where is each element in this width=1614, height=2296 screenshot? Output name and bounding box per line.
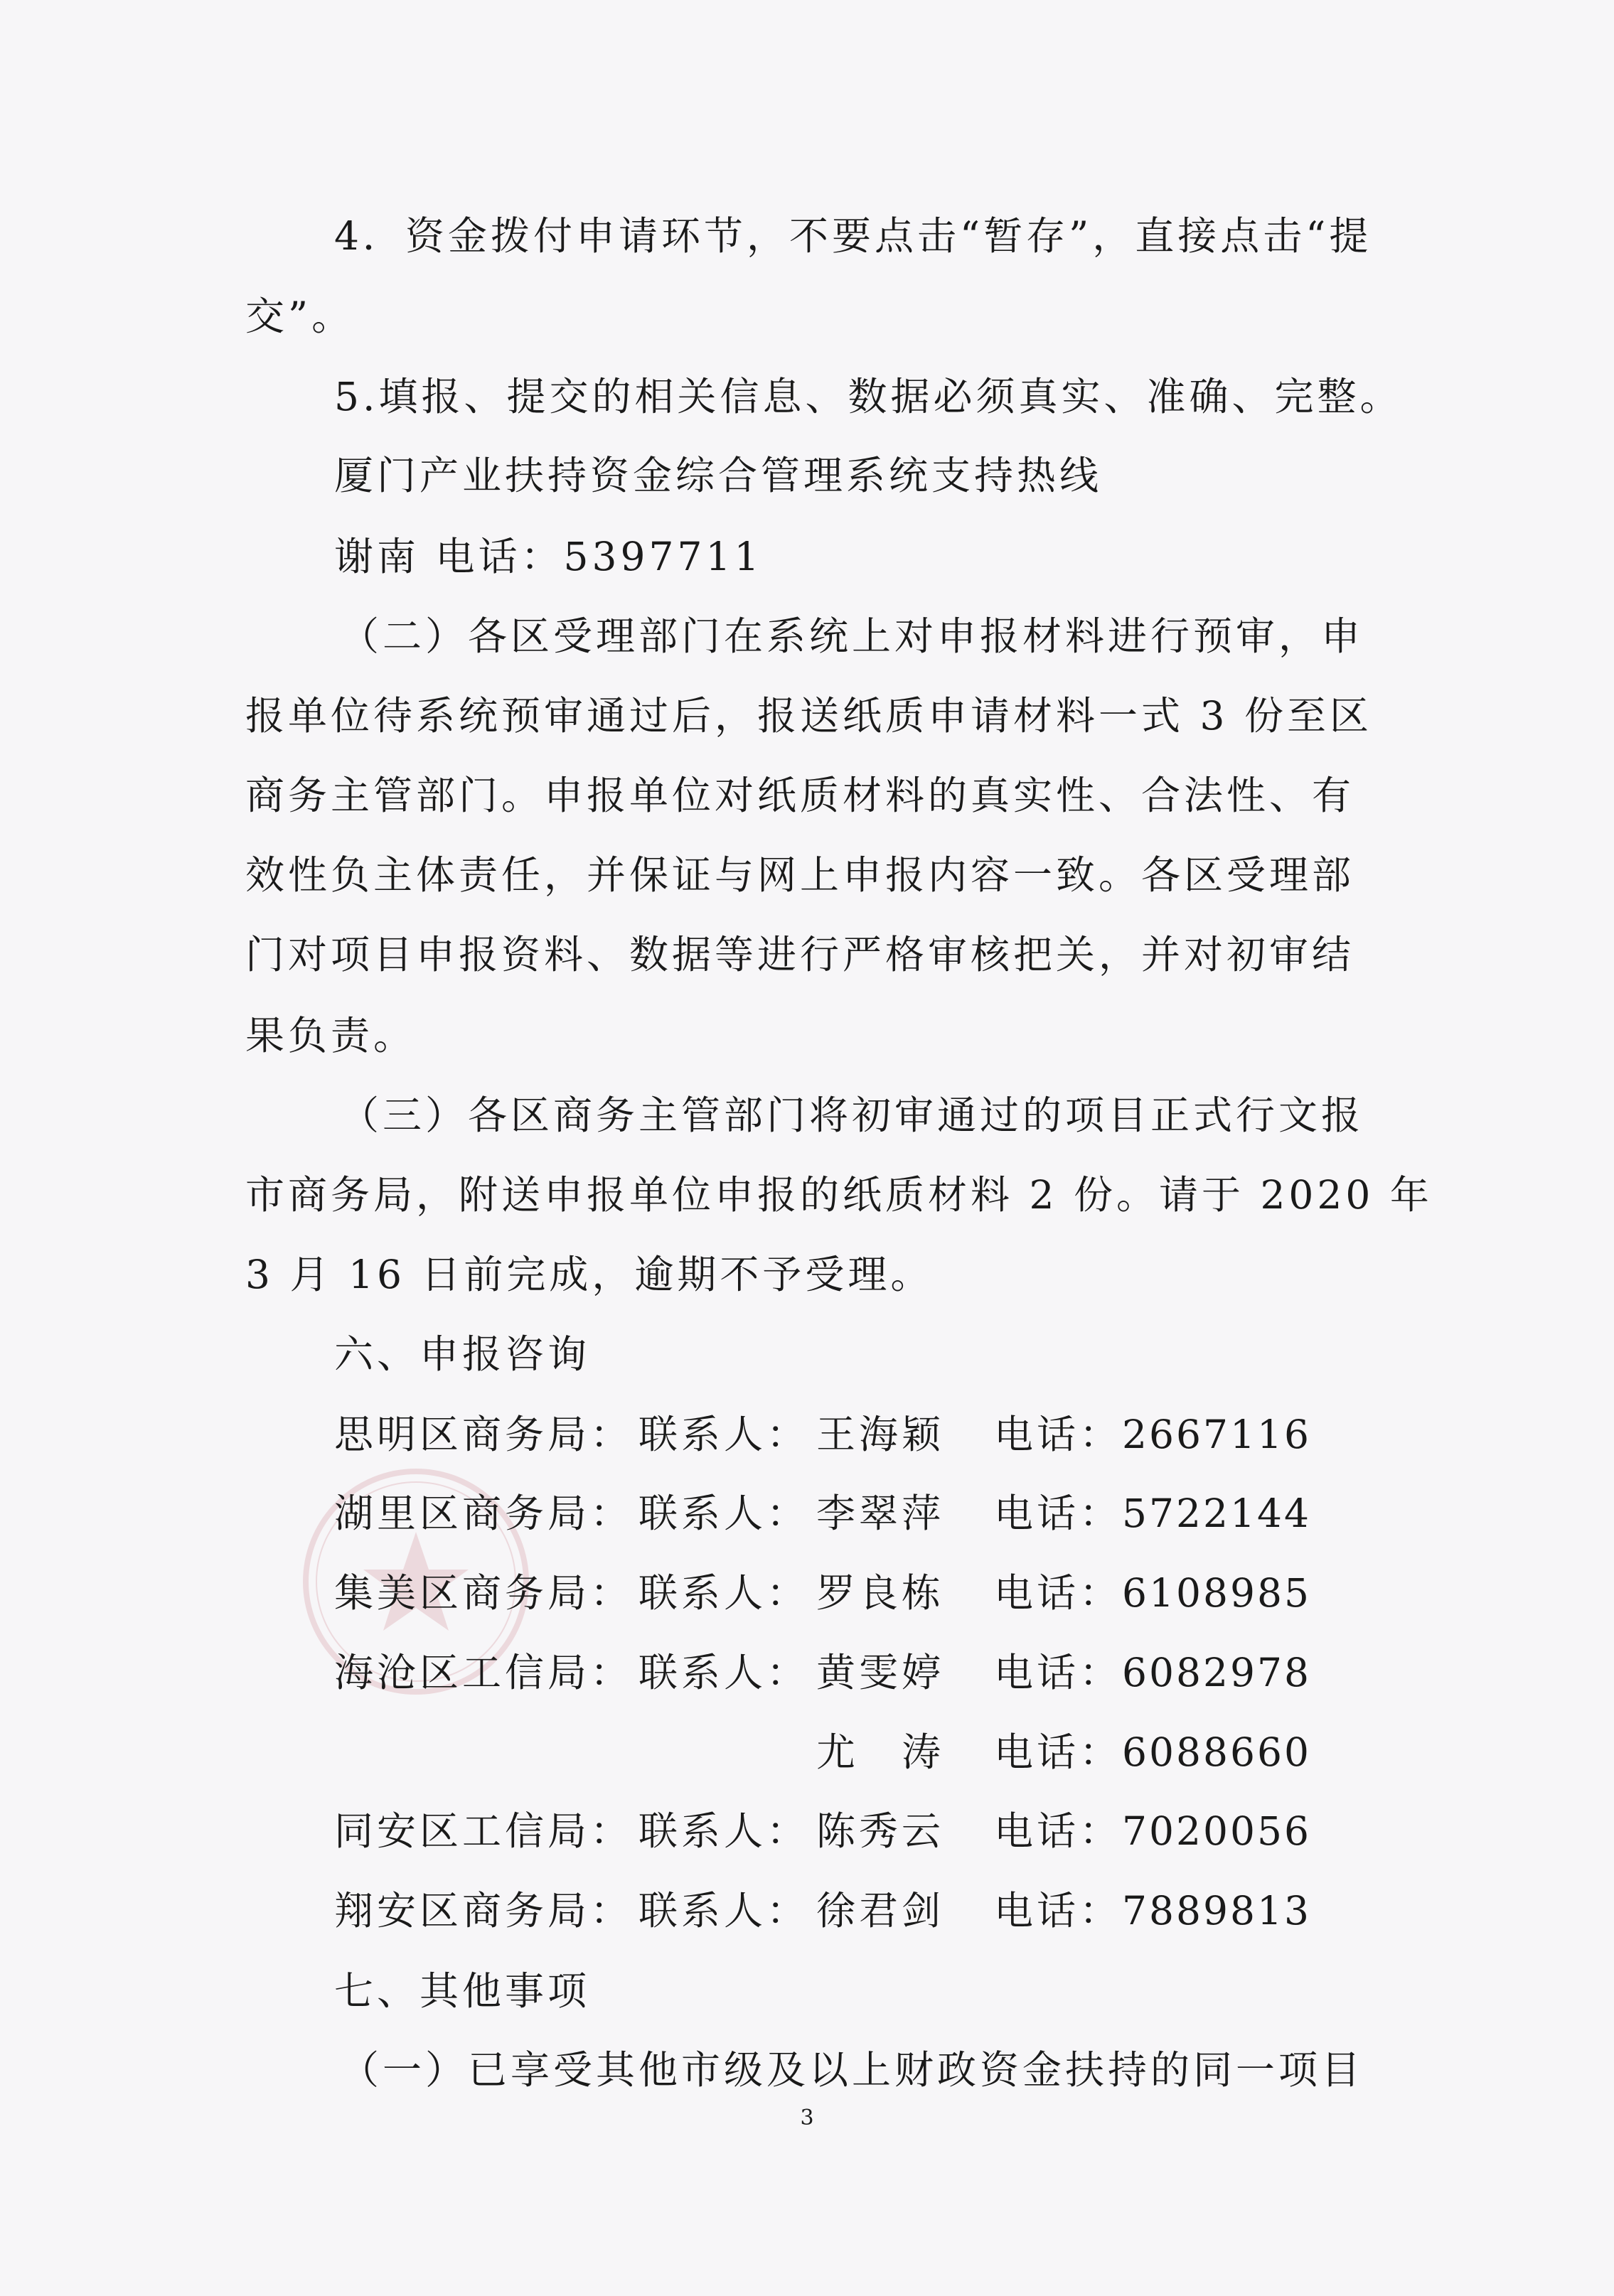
phone-label: 电话： xyxy=(994,1729,1123,1775)
phone-number: 5722144 xyxy=(1122,1491,1311,1536)
section-7-line-1: （一）已享受其他市级及以上财政资金扶持的同一项目 xyxy=(340,2047,1364,2093)
contact-office: 翔安区商务局： xyxy=(334,1888,634,1933)
contact-office: 同安区工信局： xyxy=(334,1808,634,1854)
phone-label: 电话： xyxy=(994,1412,1123,1457)
section-2-line-5: 门对项目申报资料、数据等进行严格审核把关，并对初审结 xyxy=(245,932,1355,977)
contact-label: 联系人： xyxy=(638,1491,810,1536)
section-2-line-1: （二）各区受理部门在系统上对申报材料进行预审，申 xyxy=(340,613,1364,659)
contact-name: 尤 涛 xyxy=(816,1729,945,1775)
section-7-heading: 七、其他事项 xyxy=(334,1968,591,2014)
contact-office: 集美区商务局： xyxy=(334,1570,634,1616)
contact-label: 联系人： xyxy=(638,1650,810,1695)
contact-label: 联系人： xyxy=(638,1570,810,1616)
contact-name: 徐君剑 xyxy=(816,1888,945,1933)
phone-number: 7889813 xyxy=(1122,1888,1311,1933)
phone-number: 6088660 xyxy=(1122,1729,1311,1775)
phone-label: 电话： xyxy=(994,1491,1123,1536)
phone-label: 电话： xyxy=(994,1808,1123,1854)
contact-name: 王海颖 xyxy=(816,1412,945,1457)
contact-office: 思明区商务局： xyxy=(334,1412,634,1457)
paragraph-5: 5.填报、提交的相关信息、数据必须真实、准确、完整。 xyxy=(334,374,1403,419)
phone-label: 电话： xyxy=(994,1570,1123,1616)
paragraph-4-line-2: 交”。 xyxy=(245,294,355,339)
section-6-heading: 六、申报咨询 xyxy=(334,1331,591,1377)
contact-label: 联系人： xyxy=(638,1808,810,1854)
section-3-line-1: （三）各区商务主管部门将初审通过的项目正式行文报 xyxy=(340,1093,1364,1138)
contact-name: 罗良栋 xyxy=(816,1570,945,1616)
phone-number: 7020056 xyxy=(1122,1808,1311,1854)
phone-label: 电话： xyxy=(994,1650,1123,1695)
section-2-line-2: 报单位待系统预审通过后，报送纸质申请材料一式 3 份至区 xyxy=(245,693,1372,739)
contact-name: 陈秀云 xyxy=(816,1808,945,1854)
section-2-line-6: 果负责。 xyxy=(245,1013,417,1058)
contact-office: 湖里区商务局： xyxy=(334,1491,634,1536)
contact-label: 联系人： xyxy=(638,1888,810,1933)
phone-number: 6082978 xyxy=(1122,1650,1311,1695)
section-2-line-4: 效性负主体责任，并保证与网上申报内容一致。各区受理部 xyxy=(245,852,1355,898)
hotline-title: 厦门产业扶持资金综合管理系统支持热线 xyxy=(334,453,1103,498)
contact-office: 海沧区工信局： xyxy=(334,1650,634,1695)
phone-number: 6108985 xyxy=(1122,1570,1311,1616)
contact-name: 黄雯婷 xyxy=(816,1650,945,1695)
phone-number: 2667116 xyxy=(1122,1412,1311,1457)
section-3-line-2: 市商务局，附送申报单位申报的纸质材料 2 份。请于 2020 年 xyxy=(245,1172,1433,1218)
page-number: 3 xyxy=(800,2105,814,2130)
section-3-line-3: 3 月 16 日前完成，逾期不予受理。 xyxy=(245,1252,934,1297)
contact-name: 李翠萍 xyxy=(816,1491,945,1536)
section-2-line-3: 商务主管部门。申报单位对纸质材料的真实性、合法性、有 xyxy=(245,773,1355,818)
contact-label: 联系人： xyxy=(638,1412,810,1457)
hotline-contact: 谢南 电话：5397711 xyxy=(334,534,763,579)
phone-label: 电话： xyxy=(994,1888,1123,1933)
paragraph-4-line-1: 4．资金拨付申请环节，不要点击“暂存”，直接点击“提 xyxy=(334,213,1372,259)
